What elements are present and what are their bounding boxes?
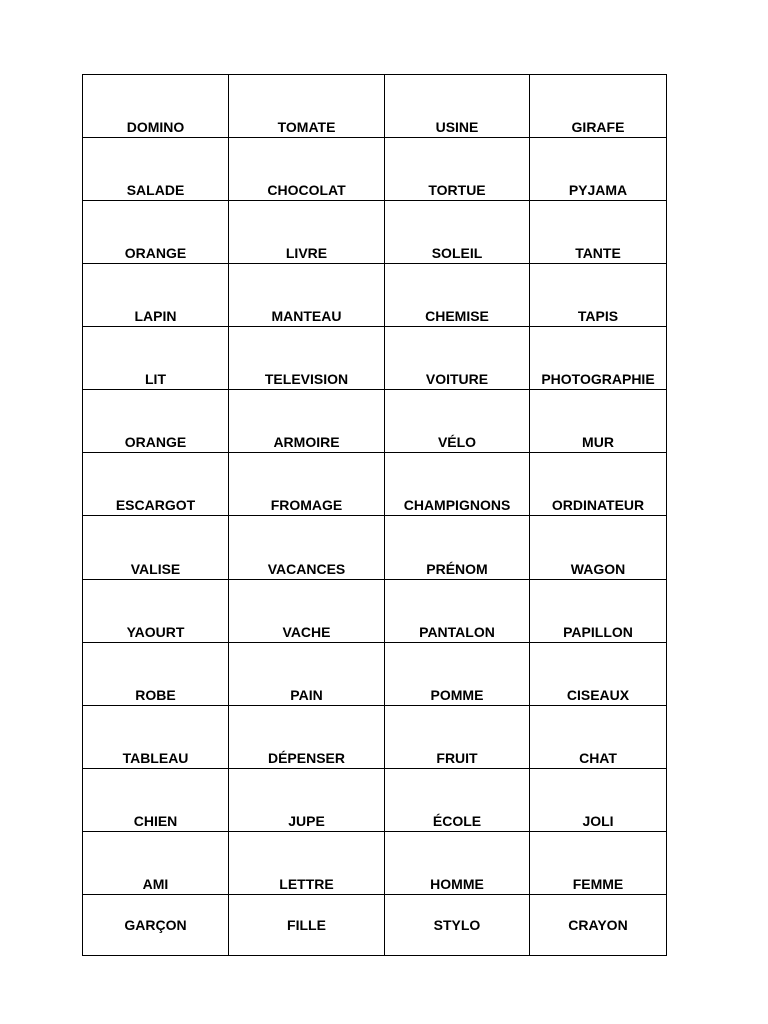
word-cell <box>83 894 229 955</box>
word-cell <box>83 75 229 138</box>
word-cell <box>83 579 229 642</box>
word-cell <box>385 642 530 705</box>
word-cell <box>229 894 385 955</box>
word-label: POMME <box>430 686 484 703</box>
word-label: ESCARGOT <box>115 497 196 514</box>
word-cell <box>385 579 530 642</box>
word-label: PANTALON <box>419 623 495 640</box>
table-row <box>83 453 667 516</box>
word-label: JOLI <box>582 812 614 829</box>
table-row <box>83 75 667 138</box>
word-label: DÉPENSER <box>267 749 346 766</box>
word-label: TABLEAU <box>122 749 189 766</box>
word-cell <box>83 642 229 705</box>
table-row <box>83 264 667 327</box>
word-cell <box>530 138 667 201</box>
word-label: PAPILLON <box>563 623 633 640</box>
word-cell <box>530 327 667 390</box>
word-label: MANTEAU <box>271 308 342 325</box>
word-label: CHEMISE <box>425 308 489 325</box>
word-label: VALISE <box>130 560 181 577</box>
word-cell <box>83 138 229 201</box>
word-cell <box>530 831 667 894</box>
table-row <box>83 642 667 705</box>
word-label: GIRAFE <box>571 119 625 136</box>
word-cell <box>385 516 530 579</box>
table-row <box>83 390 667 453</box>
word-cell <box>385 705 530 768</box>
word-cell <box>385 201 530 264</box>
table-row <box>83 138 667 201</box>
word-cell <box>385 768 530 831</box>
table-row <box>83 831 667 894</box>
word-label: JUPE <box>288 812 325 829</box>
table-row <box>83 894 667 955</box>
word-cell <box>83 705 229 768</box>
word-label: PAIN <box>290 686 323 703</box>
word-label: CHOCOLAT <box>267 182 346 199</box>
word-cell <box>530 894 667 955</box>
word-label: FILLE <box>287 916 326 933</box>
word-label: CHIEN <box>133 812 178 829</box>
word-cell <box>530 264 667 327</box>
word-label: HOMME <box>430 875 484 892</box>
word-cell <box>229 768 385 831</box>
word-cell <box>530 642 667 705</box>
word-cell <box>385 264 530 327</box>
word-label: PRÉNOM <box>426 560 488 577</box>
word-label: ÉCOLE <box>432 812 482 829</box>
word-label: VACHE <box>282 623 331 640</box>
word-cell <box>229 705 385 768</box>
word-label: FRUIT <box>436 749 478 766</box>
word-label: VÉLO <box>437 434 477 451</box>
table-row <box>83 201 667 264</box>
word-label: CISEAUX <box>566 686 630 703</box>
word-label: LIVRE <box>285 245 328 262</box>
word-card-table <box>82 74 667 956</box>
word-label: PYJAMA <box>568 182 628 199</box>
word-label: LAPIN <box>134 308 177 325</box>
word-cell <box>229 831 385 894</box>
word-label: CHAT <box>579 749 617 766</box>
word-cell <box>385 831 530 894</box>
word-cell <box>83 264 229 327</box>
word-cell <box>530 201 667 264</box>
word-cell <box>385 453 530 516</box>
word-cell <box>229 201 385 264</box>
word-label: SOLEIL <box>431 245 483 262</box>
word-label: TELEVISION <box>264 371 349 388</box>
word-cell <box>530 75 667 138</box>
word-label: TANTE <box>575 245 621 262</box>
word-label: SALADE <box>126 182 185 199</box>
word-cell <box>530 453 667 516</box>
word-cell <box>229 327 385 390</box>
word-label: TOMATE <box>277 119 336 136</box>
word-cell <box>530 579 667 642</box>
word-cell <box>385 75 530 138</box>
word-label: CRAYON <box>568 916 628 933</box>
word-cell <box>229 264 385 327</box>
word-label: ARMOIRE <box>273 434 340 451</box>
word-label: WAGON <box>570 560 626 577</box>
word-label: LIT <box>145 371 166 388</box>
word-cell <box>229 642 385 705</box>
word-cell <box>385 327 530 390</box>
word-label: MUR <box>582 434 614 451</box>
word-cell <box>83 201 229 264</box>
word-label: STYLO <box>433 916 481 933</box>
word-label: FROMAGE <box>270 497 343 514</box>
word-label: DOMINO <box>126 119 185 136</box>
table-row <box>83 327 667 390</box>
table-row <box>83 579 667 642</box>
word-label: ORANGE <box>124 434 187 451</box>
word-cell <box>229 75 385 138</box>
word-card-table-body <box>83 75 667 956</box>
word-cell <box>229 579 385 642</box>
word-label: ORANGE <box>124 245 187 262</box>
word-label: YAOURT <box>126 623 185 640</box>
word-label: AMI <box>142 875 169 892</box>
word-label: ORDINATEUR <box>551 497 645 514</box>
word-label: VOITURE <box>425 371 489 388</box>
word-cell <box>83 831 229 894</box>
word-label: TAPIS <box>577 308 619 325</box>
word-cell <box>83 390 229 453</box>
word-label: GARÇON <box>124 916 187 933</box>
word-cell <box>530 705 667 768</box>
word-cell <box>229 453 385 516</box>
table-row <box>83 768 667 831</box>
word-cell <box>229 390 385 453</box>
word-cell <box>385 390 530 453</box>
word-label: PHOTOGRAPHIE <box>541 371 655 388</box>
word-cell <box>83 768 229 831</box>
word-label: VACANCES <box>267 560 346 577</box>
word-cell <box>530 516 667 579</box>
word-cell <box>385 894 530 955</box>
word-label: LETTRE <box>279 875 334 892</box>
word-label: ROBE <box>135 686 176 703</box>
word-cell <box>385 138 530 201</box>
word-label: CHAMPIGNONS <box>403 497 511 514</box>
word-cell <box>530 390 667 453</box>
word-cell <box>229 516 385 579</box>
table-row <box>83 705 667 768</box>
word-cell <box>83 327 229 390</box>
word-label: FEMME <box>572 875 624 892</box>
word-cell <box>83 453 229 516</box>
word-cell <box>530 768 667 831</box>
word-cell <box>83 516 229 579</box>
word-label: USINE <box>435 119 479 136</box>
word-cell <box>229 138 385 201</box>
word-label: TORTUE <box>428 182 486 199</box>
table-row <box>83 516 667 579</box>
